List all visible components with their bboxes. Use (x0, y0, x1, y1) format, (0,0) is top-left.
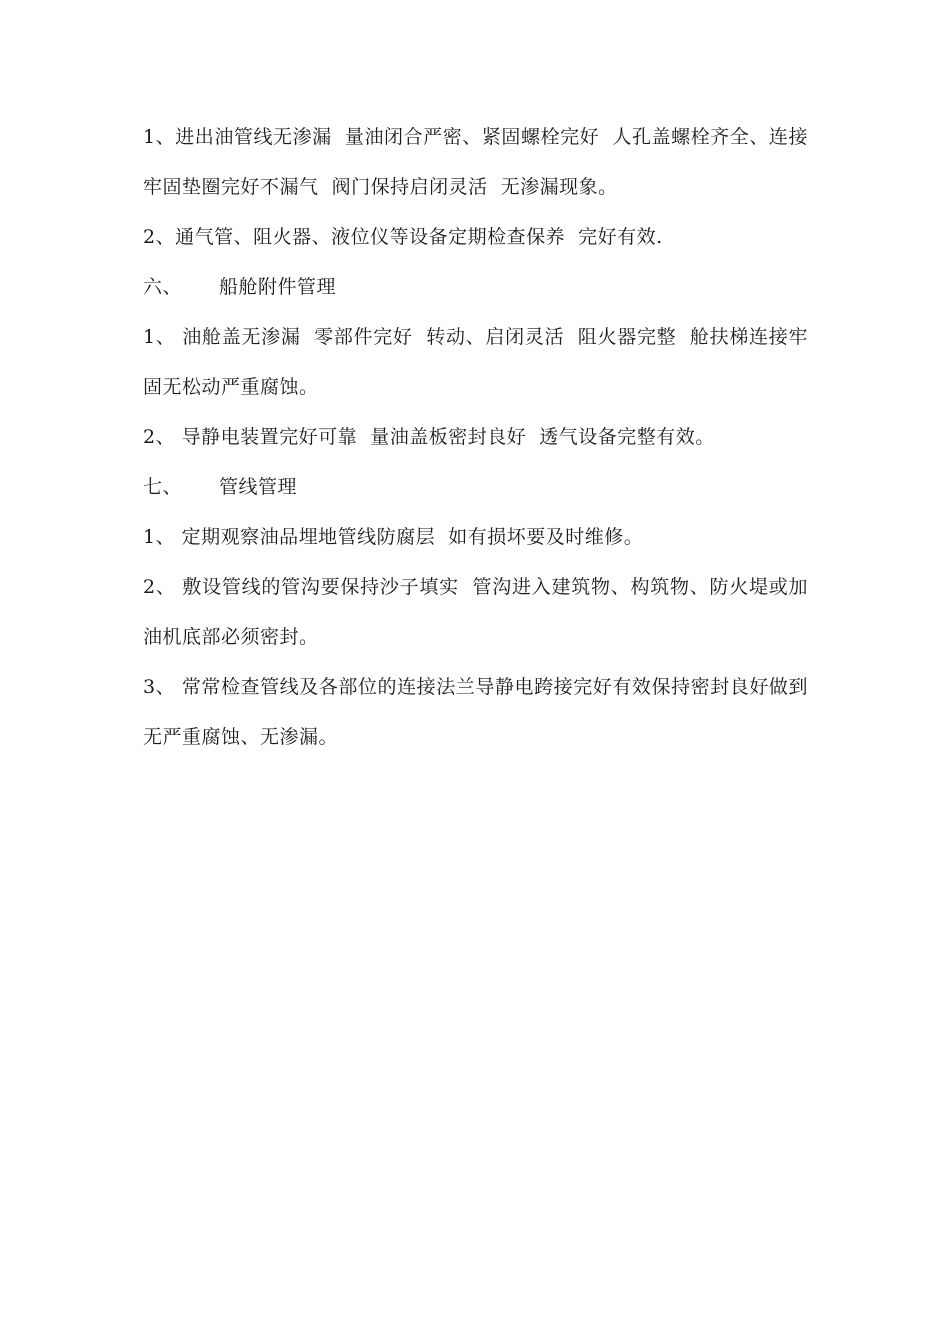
paragraph-pipe-trench-item-2: 2、 敷设管线的管沟要保持沙子填实 管沟进入建筑物、构筑物、防火堤或加油机底部必须密封。 (143, 576, 808, 648)
paragraph-pipeline-leak-item-1: 1、进出油管线无渗漏 量油闭合严密、紧固螺栓完好 人孔盖螺栓齐全、连接牢固垫圈完好不漏气 阀门保持启闭灵活 无渗漏现象。 (143, 126, 808, 198)
paragraph-vent-device-item-2: 2、通气管、阻火器、液位仪等设备定期检查保养 完好有效. (143, 226, 663, 248)
section-title: 管线管理 (219, 476, 298, 498)
section-title: 船舱附件管理 (219, 276, 337, 298)
section-heading-pipeline-management (143, 462, 808, 512)
paragraph-hatch-cover-item-1: 1、 油舱盖无渗漏 零部件完好 转动、启闭灵活 阻火器完整 舱扶梯连接牢固无松动严重腐蚀。 (143, 326, 808, 398)
section-heading-cabin-accessories (143, 262, 808, 312)
section-number: 七、 (143, 476, 183, 498)
document-body (143, 112, 808, 762)
section-number: 六、 (143, 276, 183, 298)
paragraph-flange-check-item-3: 3、 常常检查管线及各部位的连接法兰导静电跨接完好有效保持密封良好做到无严重腐蚀、无渗漏。 (143, 676, 808, 748)
paragraph-buried-pipeline-item-1: 1、 定期观察油品埋地管线防腐层 如有损坏要及时维修。 (143, 526, 644, 548)
paragraph-static-device-item-2: 2、 导静电装置完好可靠 量油盖板密封良好 透气设备完整有效。 (143, 426, 715, 448)
